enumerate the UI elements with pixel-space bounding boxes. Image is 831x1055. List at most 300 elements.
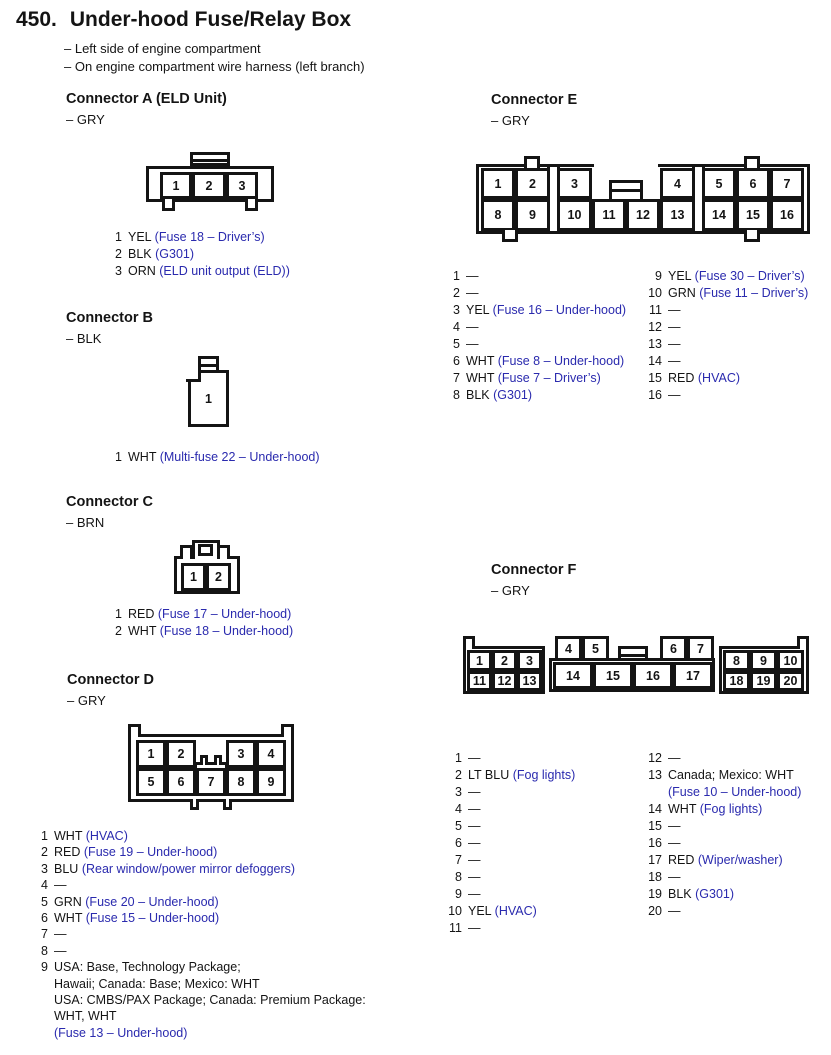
- pin-number: 3: [455, 785, 462, 799]
- pin-cell-number: 14: [566, 668, 580, 683]
- pin-wire-color: —: [468, 836, 481, 850]
- pin-wire-color: LT BLU: [468, 768, 510, 782]
- pin-cell: [557, 168, 592, 199]
- pin-cell-number: 7: [207, 775, 215, 789]
- pin-wire-color: —: [668, 751, 681, 765]
- pin-cell: [626, 199, 660, 231]
- pin-number: 2: [455, 768, 462, 782]
- pin-row: [644, 852, 801, 869]
- pin-cell-number: 3: [571, 176, 578, 191]
- connector-c-color: – BRN: [66, 515, 105, 530]
- pin-row: [38, 861, 366, 877]
- pin-row: [38, 844, 366, 860]
- pin-cell-number: 11: [472, 674, 487, 688]
- pin-circuit: (Fuse 10 – Under-hood): [668, 785, 802, 799]
- pin-description: [468, 784, 481, 801]
- connector-e-pin-list-right: [644, 268, 808, 404]
- connector-c-pin-list: [112, 606, 293, 640]
- pin-cell-number: 9: [760, 653, 767, 668]
- pin-cell: [593, 662, 633, 689]
- pin-wire-color: —: [466, 286, 479, 300]
- pin-cell-number: 1: [147, 747, 155, 761]
- pin-description: [468, 818, 481, 835]
- pin-wire-color: WHT: [466, 354, 495, 368]
- pin-description: [468, 920, 481, 937]
- pin-description: [54, 844, 217, 860]
- pin-row: [444, 852, 575, 869]
- pin-row: [448, 319, 626, 336]
- pin-row: [644, 268, 808, 285]
- pin-wire-color: —: [468, 785, 481, 799]
- pin-number: 3: [41, 861, 48, 876]
- pin-cell: [736, 168, 770, 199]
- pin-description: [54, 926, 67, 942]
- pin-description: [668, 268, 805, 285]
- pin-number: 9: [41, 960, 48, 975]
- pin-description: [128, 263, 290, 280]
- pin-row: [112, 606, 293, 623]
- pin-description: [128, 229, 265, 246]
- pin-cell: [206, 563, 231, 591]
- pin-number: 16: [648, 388, 662, 402]
- pin-cell-number: 3: [526, 653, 533, 668]
- pin-wire-color: BLK: [128, 247, 152, 261]
- pin-description: [54, 910, 219, 926]
- corner-ear: [128, 724, 141, 737]
- pin-row: [448, 336, 626, 353]
- pin-circuit: (G301): [493, 388, 533, 402]
- location-notes: [64, 40, 365, 75]
- pin-cell: [660, 199, 695, 231]
- pin-number: 9: [455, 887, 462, 901]
- pin-number: 2: [115, 624, 122, 638]
- pin-description: [54, 861, 295, 877]
- pin-row: [444, 920, 575, 937]
- pin-description: [668, 750, 681, 767]
- pin-circuit: (Fuse 16 – Under-hood): [492, 303, 627, 317]
- pin-number: 20: [648, 904, 662, 918]
- pin-row: [444, 835, 575, 852]
- pin-row: [444, 818, 575, 835]
- pin-row: [38, 910, 366, 926]
- pin-number: 1: [115, 230, 122, 244]
- pin-description: [668, 869, 681, 886]
- pin-cell: [723, 650, 750, 671]
- pin-cell: [226, 740, 256, 768]
- pin-cell: [192, 172, 226, 199]
- pin-row: [444, 903, 575, 920]
- pin-cell: [467, 671, 492, 691]
- pin-number: 1: [115, 450, 122, 464]
- pin-wire-color: —: [468, 921, 481, 935]
- pin-circuit: (Rear window/power mirror defoggers): [81, 861, 296, 876]
- pin-row: [644, 801, 801, 818]
- pin-wire-color: Canada; Mexico: WHT: [668, 768, 794, 782]
- pin-circuit: (Fuse 11 – Driver’s): [699, 286, 809, 300]
- pin-wire-color: YEL: [466, 303, 490, 317]
- pin-wire-color: YEL: [668, 269, 692, 283]
- pin-row: [644, 319, 808, 336]
- pin-number: 14: [648, 354, 662, 368]
- pin-row: [644, 285, 808, 302]
- pin-cell: [166, 740, 196, 768]
- pin-circuit: (Fog lights): [699, 802, 763, 816]
- pin-number: 11: [649, 303, 662, 317]
- pin-circuit: (Fuse 20 – Under-hood): [85, 894, 219, 909]
- pin-wire-color: WHT: [54, 911, 83, 926]
- pin-wire-color: BLK: [668, 887, 692, 901]
- pin-cell: [557, 199, 592, 231]
- pin-cell-number: 13: [670, 208, 685, 222]
- pin-row: [444, 869, 575, 886]
- pin-description: [668, 387, 681, 404]
- pin-row: [644, 353, 808, 370]
- pin-description: [468, 750, 481, 767]
- pin-circuit: (Multi-fuse 22 – Under-hood): [159, 450, 320, 464]
- pin-description-continued: WHT, WHT: [54, 1009, 117, 1024]
- pin-description: [54, 828, 128, 844]
- pin-circuit: (Fuse 8 – Under-hood): [497, 354, 625, 368]
- pin-cell-number: 2: [205, 178, 213, 193]
- pin-description: [54, 959, 241, 975]
- connector-d-color: – GRY: [67, 693, 106, 708]
- pin-row: [644, 302, 808, 319]
- keying-notch: [186, 367, 201, 382]
- pin-cell: [633, 662, 673, 689]
- pin-description: [466, 319, 479, 336]
- latch-tooth: [214, 755, 222, 765]
- pin-number: 3: [453, 303, 460, 317]
- pin-circuit: (Fuse 30 – Driver’s): [694, 269, 805, 283]
- pin-cell: [492, 650, 517, 671]
- pin-row: [112, 246, 290, 263]
- connector-e-diagram: [476, 156, 810, 244]
- mount-foot: [162, 199, 175, 211]
- pin-cell-number: 12: [497, 674, 512, 688]
- pin-wire-color: WHT: [128, 450, 157, 464]
- pin-cell: [166, 768, 196, 796]
- pin-cell-number: 14: [712, 208, 726, 222]
- latch-ridge-line: [612, 189, 640, 192]
- pin-number: 11: [449, 921, 462, 935]
- pin-cell: [723, 671, 750, 691]
- pin-row: [112, 263, 290, 280]
- pin-wire-color: —: [668, 320, 681, 334]
- pin-row: [644, 869, 801, 886]
- pin-description: [668, 835, 681, 852]
- pin-cell-number: 11: [602, 208, 616, 222]
- pin-cell-number: 19: [756, 674, 771, 688]
- pin-cell: [181, 563, 206, 591]
- pin-description: [668, 353, 681, 370]
- pin-description-continued: Hawaii; Canada: Base; Mexico: WHT: [54, 976, 260, 991]
- pin-description: [466, 336, 479, 353]
- pin-cell-number: 1: [476, 653, 483, 668]
- pin-wire-color: —: [468, 870, 481, 884]
- pin-wire-color: WHT: [466, 371, 495, 385]
- pin-description: [668, 336, 681, 353]
- page-title: Under-hood Fuse/Relay Box: [69, 8, 352, 31]
- pin-wire-color: —: [466, 337, 479, 351]
- pin-cell-number: 15: [606, 668, 620, 683]
- pin-cell-number: 2: [501, 653, 508, 668]
- pin-description: [54, 894, 219, 910]
- pin-description: [468, 767, 575, 784]
- section-number: 450.: [16, 8, 57, 31]
- pin-number: 2: [453, 286, 460, 300]
- pin-number: 8: [455, 870, 462, 884]
- latch-tab: [198, 356, 219, 373]
- pin-wire-color: YEL: [128, 230, 152, 244]
- pin-row: [38, 959, 366, 975]
- pin-cell: [226, 768, 256, 796]
- pin-number: 18: [648, 870, 662, 884]
- pin-circuit: (Fog lights): [512, 768, 576, 782]
- pin-wire-color: ORN: [128, 264, 156, 278]
- pin-number: 9: [655, 269, 662, 283]
- pin-cell: [517, 671, 542, 691]
- pin-number: 2: [115, 247, 122, 261]
- pin-cell: [750, 671, 777, 691]
- pin-description-continued: USA: CMBS/PAX Package; Canada: Premium Package:: [54, 993, 366, 1008]
- latch-inner: [198, 544, 213, 556]
- pin-row: [38, 894, 366, 910]
- connector-e-title: Connector E: [491, 92, 578, 108]
- pin-cell-number: 9: [529, 208, 536, 222]
- pin-row: [444, 801, 575, 818]
- double-divider: [547, 167, 560, 231]
- pin-row: [112, 449, 320, 466]
- connector-f-color: – GRY: [491, 583, 530, 598]
- pin-number: 3: [115, 264, 122, 278]
- latch-tab: [618, 646, 648, 661]
- pin-row: [448, 353, 626, 370]
- pin-wire-color: GRN: [668, 286, 696, 300]
- pin-cell-number: 2: [177, 747, 185, 761]
- pin-cell-number: 8: [733, 653, 740, 668]
- pin-wire-color: —: [668, 388, 681, 402]
- latch-ridge-line: [193, 159, 227, 162]
- pin-number: 10: [648, 286, 662, 300]
- connector-c-title: Connector C: [66, 494, 153, 510]
- latch-ridge-line: [201, 364, 216, 367]
- pin-cell-number: 18: [729, 674, 744, 688]
- pin-number: 5: [41, 894, 48, 909]
- pin-description: [468, 869, 481, 886]
- pin-row: [448, 285, 626, 302]
- pin-cell-number: 16: [646, 668, 660, 683]
- pin-number: 7: [41, 927, 48, 942]
- pin-cell: [492, 671, 517, 691]
- pin-number: 6: [455, 836, 462, 850]
- pin-row: [644, 750, 801, 767]
- open-gap: [594, 161, 658, 170]
- pin-wire-color: —: [668, 836, 681, 850]
- pin-number: 10: [448, 904, 462, 918]
- pin-number: 7: [455, 853, 462, 867]
- pin-cell: [592, 199, 626, 231]
- pin-circuit: (Fuse 18 – Driver’s): [154, 230, 265, 244]
- pin-circuit: (Fuse 18 – Under-hood): [159, 624, 294, 638]
- connector-f-pin-list-right: [644, 750, 801, 920]
- pin-wire-color: —: [668, 870, 681, 884]
- pin-circuit: (Fuse 17 – Under-hood): [157, 607, 292, 621]
- pin-cell: [517, 650, 542, 671]
- pin-row: [38, 828, 366, 844]
- pin-number: 15: [648, 371, 662, 385]
- pin-cell: [702, 168, 736, 199]
- mount-foot: [245, 199, 258, 211]
- pin-cell: [777, 650, 804, 671]
- pin-wire-color: YEL: [468, 904, 492, 918]
- pin-row: [444, 886, 575, 903]
- pin-wire-color: RED: [128, 607, 155, 621]
- connector-a-pin-list: [112, 229, 290, 280]
- corner-ear: [281, 724, 294, 737]
- pin-wire-color: —: [668, 337, 681, 351]
- pin-circuit: (Fuse 13 – Under-hood): [54, 1025, 188, 1040]
- top-tab: [524, 156, 540, 168]
- pin-wire-color: BLU: [54, 861, 79, 876]
- pin-row: [448, 268, 626, 285]
- pin-cell-number: 10: [567, 208, 582, 222]
- connector-d-title: Connector D: [67, 672, 154, 688]
- pin-cell: [467, 650, 492, 671]
- pin-row: [444, 784, 575, 801]
- pin-row: [448, 302, 626, 319]
- pin-cell: [777, 671, 804, 691]
- pin-circuit: (G301): [695, 887, 735, 901]
- pin-description: [466, 302, 626, 319]
- pin-description: [468, 835, 481, 852]
- pin-circuit: (HVAC): [494, 904, 537, 918]
- pin-wire-color: GRN: [54, 894, 82, 909]
- pin-number: 8: [453, 388, 460, 402]
- pin-cell-number: 20: [783, 674, 798, 688]
- pin-wire-color: RED: [668, 371, 695, 385]
- pin-number: 5: [455, 819, 462, 833]
- corner-ear: [463, 636, 475, 649]
- note-line: – Left side of engine compartment: [64, 41, 261, 56]
- pin-wire-color: WHT: [54, 829, 83, 843]
- pin-description: [668, 767, 794, 784]
- pin-description: [466, 387, 532, 404]
- pin-cell: [553, 662, 593, 689]
- pin-cell: [226, 172, 258, 199]
- pin-cell-number: 5: [147, 775, 155, 789]
- pin-row: [644, 903, 801, 920]
- pin-description: [128, 449, 320, 466]
- pin-row: [644, 818, 801, 835]
- pin-cell: [702, 199, 736, 231]
- pin-number: 15: [648, 819, 662, 833]
- mount-foot: [190, 799, 199, 810]
- latch-tab: [609, 180, 643, 202]
- pin-number: 1: [455, 751, 462, 765]
- pin-description: [668, 319, 681, 336]
- pin-cell: [687, 636, 714, 661]
- pin-description: [668, 285, 808, 302]
- pin-cell-number: 10: [783, 653, 798, 668]
- pin-wire-color: USA: Base, Technology Package;: [54, 960, 241, 975]
- pin-row: [644, 886, 801, 903]
- pin-number: 14: [648, 802, 662, 816]
- pin-wire-color: —: [54, 927, 67, 942]
- top-tab: [744, 156, 760, 168]
- pin-number: 1: [41, 829, 48, 843]
- pin-wire-color: —: [668, 904, 681, 918]
- pin-cell: [256, 768, 286, 796]
- pin-number: 19: [648, 887, 662, 901]
- pin-number: 7: [453, 371, 460, 385]
- pin-wire-color: BLK: [466, 388, 490, 402]
- pin-wire-color: —: [668, 354, 681, 368]
- pin-wire-color: RED: [54, 845, 81, 860]
- pin-number: 1: [115, 607, 122, 621]
- pin-number: 4: [453, 320, 460, 334]
- pin-wire-color: —: [466, 269, 479, 283]
- pin-cell: [770, 199, 804, 231]
- connector-b-pin-list: [112, 449, 320, 466]
- pin-cell-number: 1: [205, 391, 212, 406]
- pin-description: [128, 246, 194, 263]
- pin-circuit: (Wiper/washer): [697, 853, 783, 867]
- pin-cell-number: 3: [238, 178, 246, 193]
- pin-cell: [515, 168, 550, 199]
- pin-circuit: (HVAC): [697, 371, 741, 385]
- pin-cell: [515, 199, 550, 231]
- pin-description: [54, 877, 67, 893]
- pin-row: [448, 387, 626, 404]
- pin-cell-number: 1: [494, 176, 502, 191]
- pin-description: [668, 818, 681, 835]
- pin-wire-color: WHT: [128, 624, 157, 638]
- pin-description: [128, 606, 291, 623]
- pin-wire-color: —: [54, 943, 67, 958]
- pin-cell-number: 7: [783, 176, 791, 191]
- pin-wire-color: —: [468, 853, 481, 867]
- pin-number: 13: [648, 768, 662, 782]
- pin-number: 12: [648, 320, 662, 334]
- pin-cell-number: 15: [746, 208, 760, 222]
- pin-circuit: (Fuse 15 – Under-hood): [85, 911, 220, 926]
- pin-cell-number: 8: [494, 208, 502, 222]
- connector-a-diagram: [146, 152, 274, 214]
- pin-description: [468, 852, 481, 869]
- pin-wire-color: WHT: [668, 802, 697, 816]
- pin-number: 8: [41, 943, 48, 958]
- pin-description: [668, 370, 740, 387]
- connector-e-pin-list-left: [448, 268, 626, 404]
- pin-cell-number: 4: [565, 641, 572, 656]
- pin-cell-number: 2: [529, 176, 536, 191]
- pin-cell: [673, 662, 713, 689]
- page-heading: [16, 8, 351, 32]
- connector-f-pin-list-left: [444, 750, 575, 937]
- pin-cell: [136, 768, 166, 796]
- connector-a-title: Connector A (ELD Unit): [66, 91, 227, 107]
- pin-row: [38, 877, 366, 893]
- pin-circuit: (G301): [155, 247, 195, 261]
- latch-tooth: [200, 755, 208, 765]
- pin-wire-color: —: [668, 303, 681, 317]
- pin-description: [466, 370, 601, 387]
- pin-row: [112, 229, 290, 246]
- latch-tab: [190, 152, 230, 169]
- pin-wire-color: —: [468, 802, 481, 816]
- pin-number: 2: [41, 845, 48, 860]
- pin-row: [38, 926, 366, 942]
